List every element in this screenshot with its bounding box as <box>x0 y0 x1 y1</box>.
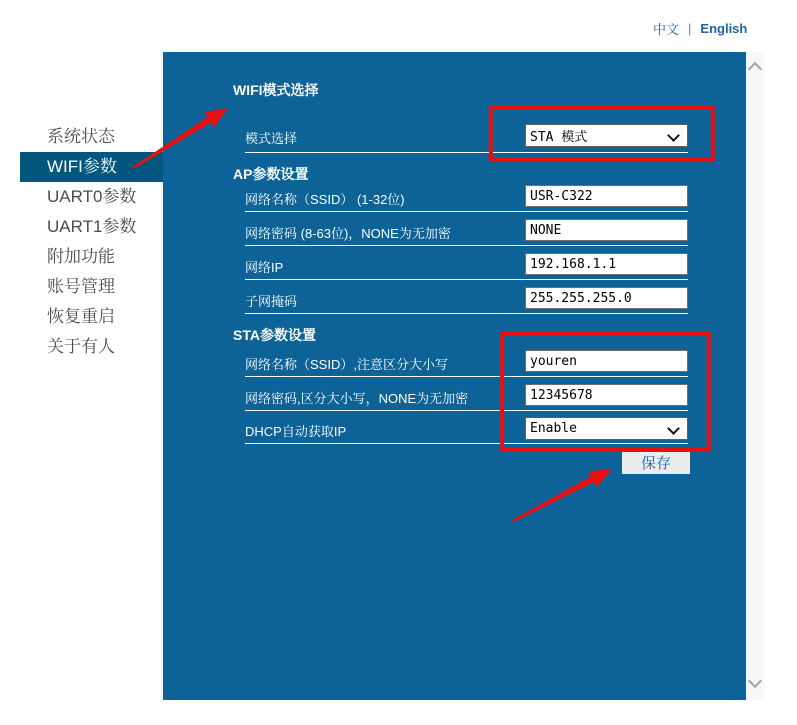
sta-ssid-label: 网络名称（SSID）,注意区分大小写 <box>245 357 448 372</box>
separator <box>245 152 688 153</box>
lang-divider: | <box>688 21 692 36</box>
scrollbar[interactable] <box>746 52 764 700</box>
lang-english-link[interactable]: English <box>700 21 748 36</box>
dhcp-select[interactable] <box>525 417 688 440</box>
ap-ssid-label: 网络名称（SSID） (1-32位) <box>245 192 405 207</box>
ap-ip-label: 网络IP <box>245 260 284 275</box>
subnet-mask-label: 子网掩码 <box>245 294 298 309</box>
ap-password-label: 网络密码 (8-63位)，NONE为无加密 <box>245 226 451 241</box>
scroll-down-icon[interactable] <box>748 674 762 688</box>
subnet-mask-input[interactable] <box>525 287 688 309</box>
wifi-mode-section-title: WIFI模式选择 <box>233 82 319 98</box>
ap-password-input[interactable] <box>525 219 688 241</box>
sta-ssid-input[interactable] <box>525 350 688 372</box>
dhcp-label: DHCP自动获取IP <box>245 424 347 439</box>
separator <box>245 410 688 411</box>
separator <box>245 376 688 377</box>
lang-chinese-link[interactable]: 中文 <box>653 22 680 37</box>
separator <box>245 279 688 280</box>
save-button[interactable]: 保存 <box>622 450 690 474</box>
ap-ssid-input[interactable] <box>525 185 688 207</box>
mode-select-label: 模式选择 <box>245 131 298 146</box>
sta-password-input[interactable] <box>525 384 688 406</box>
sidebar-item-system-status[interactable]: 系统状态 <box>47 127 115 146</box>
sta-password-label: 网络密码,区分大小写，NONE为无加密 <box>245 391 469 406</box>
dhcp-select-value: Enable <box>530 421 577 436</box>
sidebar-item-uart0-params[interactable]: UART0参数 <box>47 187 137 206</box>
ap-section-title: AP参数设置 <box>233 166 309 182</box>
scroll-up-icon[interactable] <box>748 62 762 76</box>
language-switcher <box>653 19 747 38</box>
sidebar-item-wifi-params[interactable]: WIFI参数 <box>20 152 163 182</box>
separator <box>245 313 688 314</box>
sta-section-title: STA参数设置 <box>233 327 316 343</box>
sidebar-item-additional-functions[interactable]: 附加功能 <box>47 247 115 266</box>
chevron-down-icon <box>667 129 680 142</box>
sidebar-menu <box>20 122 163 362</box>
wifi-mode-select-value: STA 模式 <box>530 130 588 145</box>
chevron-down-icon <box>667 422 680 435</box>
ap-ip-input[interactable] <box>525 253 688 275</box>
wifi-mode-select[interactable] <box>525 124 688 147</box>
separator <box>245 245 688 246</box>
wifi-settings-panel <box>163 52 746 700</box>
sidebar-item-account-management[interactable]: 账号管理 <box>47 277 115 296</box>
separator <box>245 443 688 444</box>
sidebar-item-restore-restart[interactable]: 恢复重启 <box>47 307 115 326</box>
sidebar-item-uart1-params[interactable]: UART1参数 <box>47 217 137 236</box>
sidebar-item-about-usr[interactable]: 关于有人 <box>47 337 115 356</box>
separator <box>245 211 688 212</box>
